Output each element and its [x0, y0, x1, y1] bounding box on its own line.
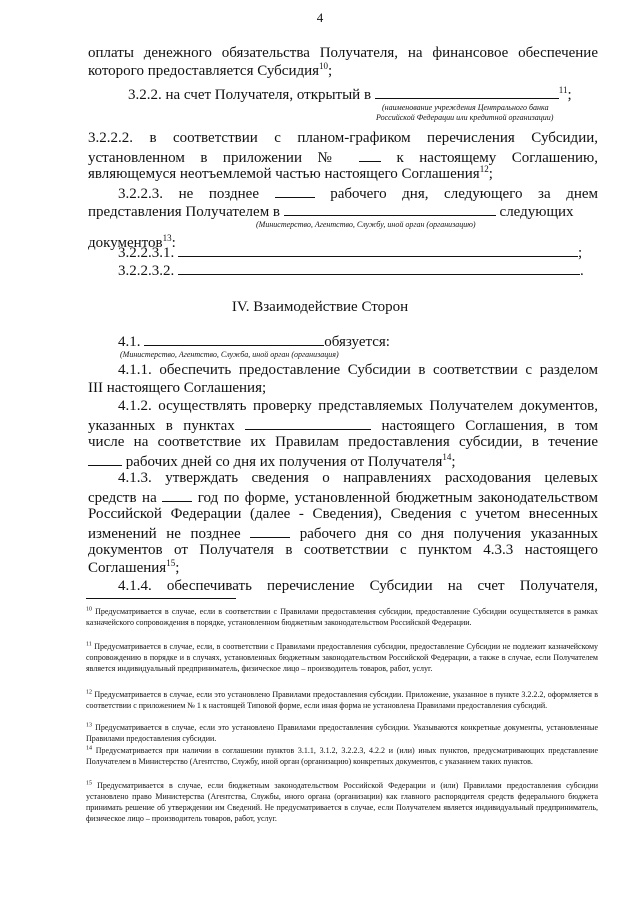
text-line [88, 505, 598, 523]
field-caption: Российской Федерации или кредитной организации) [376, 113, 554, 122]
text-line-content: указанных в пунктах [88, 418, 235, 434]
footnote-number: 10 [86, 606, 92, 613]
footnote-ref: 14 [442, 452, 452, 462]
blank-field [284, 201, 496, 216]
footnote-text: Предусматривается в случае, если бюджетным законодательством Российской Федерации и (или) Правилами предоставления субсидии установлено право Министерства (Агентства, Службы, иного органа (организации) как главного распорядителя средств федерального бюджета принимать решение об утверждении им Сведений. Не предусматривается в случае, если Получателем является индивидуальный предприниматель, физическое лицо – производитель товаров, работ, услуг. [86, 781, 599, 823]
text-line-content: изменений не позднее [88, 526, 241, 542]
text-line [88, 415, 598, 435]
punct: ; [451, 454, 456, 470]
footnote-number: 12 [86, 689, 92, 696]
footnote-text: Предусматривается в случае, если это установлено Правилами предоставления субсидии. Указываются конкретные документы, установленные Правилами предоставления субсидии. [86, 723, 598, 743]
text-line-content: к настоящему Соглашению, [396, 150, 599, 166]
footnote [86, 689, 598, 711]
text-line-content: 3.2.2.3.1. [118, 245, 175, 261]
blank-field [375, 84, 559, 99]
text-line-content: 4.1.4. обеспечивать перечисление Субсидии на счет Получателя, [118, 578, 598, 594]
text-line-content: обязуется: [324, 334, 390, 350]
blank-field [162, 487, 192, 502]
text-line [118, 183, 598, 203]
text-line-content: документов [88, 235, 163, 251]
text-line [88, 147, 598, 167]
blank-field [178, 242, 578, 257]
text-line [118, 577, 598, 595]
blank-field [144, 331, 324, 346]
text-line-content: 3.2.2.3. не позднее [118, 186, 260, 202]
footnote-number: 11 [86, 641, 92, 648]
footnote [86, 722, 598, 744]
text-line-content: 3.2.2. на счет Получателя, открытый в [128, 87, 372, 103]
text-line [118, 242, 582, 262]
blank-field [245, 415, 371, 430]
text-line [88, 379, 266, 397]
text-line [88, 44, 598, 62]
text-line-content: 4.1.1. обеспечить предоставление Субсидии в соответствии с разделом [118, 362, 598, 378]
text-line-content: средств на [88, 490, 157, 506]
footnote-ref: 13 [162, 233, 172, 243]
text-line-content: настоящего Соглашения, в том [381, 418, 599, 434]
text-line [88, 451, 456, 471]
text-line [118, 361, 598, 379]
text-line [118, 331, 390, 351]
text-line-content: оплаты денежного обязательства Получателя, на финансовое обеспечение [88, 45, 598, 61]
blank-field [178, 260, 580, 275]
punct: . [580, 263, 584, 279]
text-line [88, 201, 598, 221]
text-line [88, 165, 493, 183]
text-line [118, 397, 598, 415]
text-line-content: рабочих дней со дня их получения от Получателя [125, 454, 443, 470]
text-line [88, 541, 598, 559]
punct: : [171, 235, 176, 251]
punct: ; [578, 245, 583, 261]
text-line [88, 487, 598, 507]
footnote-number: 14 [86, 745, 92, 752]
text-line [118, 469, 598, 487]
text-line-content: рабочего дня со дня получения указанных [299, 526, 599, 542]
blank-field [250, 523, 290, 538]
text-line-content: 3.2.2.2. в соответствии с планом-графиком перечисления Субсидии, [88, 130, 598, 146]
field-caption: (наименование учреждения Центрального банка [382, 103, 549, 112]
footnote [86, 641, 598, 674]
page-number: 4 [316, 10, 324, 25]
text-line-content: числе на соответствие их Правилам предоставления субсидии, в течение [88, 434, 598, 450]
field-caption: (Министерство, Агентство, Служба, иной орган (организация) [120, 350, 339, 359]
section-heading: IV. Взаимодействие Сторон [231, 299, 409, 315]
text-line-content: рабочего дня, следующего за днем [330, 186, 599, 202]
text-line-content: документов от Получателя в соответствии с пунктом 4.3.3 настоящего [88, 542, 598, 558]
footnote-ref: 12 [479, 164, 489, 174]
footnote [86, 745, 598, 767]
text-line-content: являющемуся неотъемлемой частью настоящего Соглашения [88, 166, 480, 182]
footnote-separator [86, 598, 236, 599]
punct: ; [488, 166, 493, 182]
text-line-content: 3.2.2.3.2. [118, 263, 175, 279]
text-line-content: 4.1.2. осуществлять проверку представляемых Получателем документов, [118, 398, 598, 414]
text-line [88, 559, 179, 577]
blank-field [88, 451, 122, 466]
footnote-text: Предусматривается в случае, если, в соответствии с Правилами предоставления субсидии, предоставление Субсидии не подлежит казначейскому сопровождению в порядке и в случаях, установленных бюджетным законодательством Российской Федерации, а также в случае, если Получателем является индивидуальный предприниматель, физическое лицо – производитель товаров, работ, услуг. [86, 642, 599, 673]
punct: ; [328, 63, 333, 79]
text-line [118, 260, 584, 280]
blank-field [359, 147, 381, 162]
blank-field [275, 183, 315, 198]
text-line-content: следующих [499, 204, 574, 220]
text-line-content: представления Получателем в [88, 204, 281, 220]
footnote-text: Предусматривается в случае, если это установлено Правилами предоставления субсидии. Приложение, указанное в пункте 3.2.2.2, оформляется в соответствии с приложением № 1 к настоящей Типовой форме, если иная форма не установлена Правилами предоставления субсидий. [86, 690, 599, 710]
footnote-number: 13 [86, 722, 92, 729]
footnote-text: Предусматривается при наличии в соглашении пунктов 3.1.1, 3.1.2, 3.2.2.3, 4.2.2 и (или) иных пунктов, предусматривающих представление Получателем в Министерство (Агентство, Службу, иной орган (организацию) конкретных документов, с указанием таких пунктов. [86, 746, 599, 766]
footnote [86, 780, 598, 824]
text-line-content: год по форме, установленной бюджетным законодательством [197, 490, 599, 506]
footnote-text: Предусматривается в случае, если в соответствии с Правилами предоставления субсидии, предоставление Субсидии осуществляется в рамках казначейского сопровождения в порядке, установленном бюджетным законодательством Российской Федерации. [86, 607, 598, 627]
text-line-content: 4.1.3. утверждать сведения о направлениях расходования целевых [118, 470, 598, 486]
punct: ; [175, 560, 180, 576]
footnote-ref: 15 [166, 558, 176, 568]
footnote-ref: 11 [558, 85, 568, 95]
text-line [128, 84, 572, 104]
footnote-ref: 10 [319, 61, 329, 71]
text-line [88, 129, 598, 147]
footnote-number: 15 [86, 780, 92, 787]
text-line-content: Российской Федерации (далее - Сведения), Сведения с учетом внесенных [88, 506, 598, 522]
field-caption: (Министерство, Агентство, Службу, иной орган (организацию) [256, 220, 476, 229]
text-line [88, 433, 598, 451]
text-line-content: которого предоставляется Субсидия [88, 63, 320, 79]
text-line [88, 523, 598, 543]
text-line-content: III настоящего Соглашения; [88, 380, 267, 396]
text-line [88, 62, 332, 80]
text-line-content: 4.1. [118, 334, 141, 350]
punct: ; [567, 87, 572, 103]
text-line-content: установленном в приложении № [88, 150, 344, 166]
footnote [86, 606, 598, 628]
text-line-content: Соглашения [88, 560, 167, 576]
